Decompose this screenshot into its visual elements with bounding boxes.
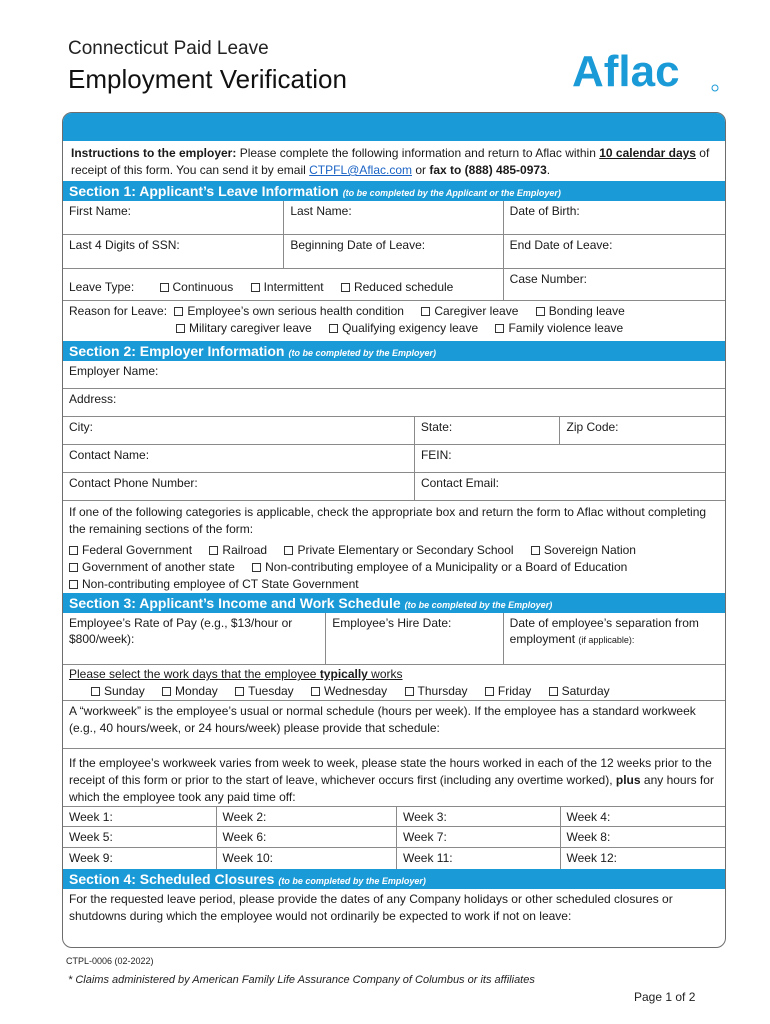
- day-thursday[interactable]: Thursday: [405, 684, 468, 698]
- verification-form: [62, 112, 726, 948]
- week-5-field[interactable]: Week 5:: [63, 827, 217, 847]
- section1-header: Section 1: Applicant’s Leave Information (to be completed by the Applicant or the Employer): [63, 181, 725, 201]
- cat-sovereign[interactable]: Sovereign Nation: [531, 543, 636, 557]
- day-friday[interactable]: Friday: [485, 684, 531, 698]
- state-field[interactable]: State:: [415, 417, 561, 444]
- day-monday[interactable]: Monday: [162, 684, 218, 698]
- case-number-field[interactable]: Case Number:: [509, 272, 588, 286]
- reason-military[interactable]: Military caregiver leave: [176, 321, 312, 335]
- leave-reduced-option[interactable]: Reduced schedule: [341, 280, 453, 294]
- week-1-field[interactable]: Week 1:: [63, 807, 217, 826]
- varying-workweek-text: If the employee’s workweek varies from week to week, please state the hours worked in each of the 12 weeks prior to the receipt of this form or prior to the start of leave, whichever occurs first (including any overtime worked), plus any hours for which the employee took any paid time off:: [69, 756, 714, 804]
- end-date-field[interactable]: End Date of Leave:: [509, 238, 613, 252]
- cat-federal[interactable]: Federal Government: [69, 543, 192, 557]
- dob-field[interactable]: Date of Birth:: [509, 204, 580, 218]
- week-8-field[interactable]: Week 8:: [566, 830, 611, 844]
- reason-caregiver[interactable]: Caregiver leave: [421, 304, 518, 318]
- workweek-field[interactable]: A “workweek” is the employee’s usual or normal schedule (hours per week). If the employee has a standard workweek (e.g., 40 hours/week, or 24 hours/week) please provide that schedule:: [69, 704, 696, 735]
- last-name-field[interactable]: Last Name:: [284, 201, 503, 234]
- contact-name-field[interactable]: Contact Name:: [63, 445, 415, 472]
- cat-other-state[interactable]: Government of another state: [69, 560, 235, 574]
- city-field[interactable]: City:: [63, 417, 415, 444]
- ssn-field[interactable]: Last 4 Digits of SSN:: [63, 235, 284, 268]
- reason-exigency[interactable]: Qualifying exigency leave: [329, 321, 478, 335]
- week-12-field[interactable]: Week 12:: [566, 851, 617, 865]
- leave-type-row: Leave Type: Continuous Intermittent Reduced schedule: [63, 269, 504, 300]
- week-2-field[interactable]: Week 2:: [217, 807, 397, 826]
- checkbox[interactable]: [341, 283, 350, 292]
- begin-date-field[interactable]: Beginning Date of Leave:: [284, 235, 503, 268]
- logo-text: Aflac: [572, 47, 680, 96]
- section2-header: Section 2: Employer Information (to be completed by the Employer): [63, 341, 725, 361]
- hire-date-field[interactable]: Employee’s Hire Date:: [326, 613, 503, 664]
- contact-email-field[interactable]: Contact Email:: [420, 476, 499, 490]
- cat-private-school[interactable]: Private Elementary or Secondary School: [284, 543, 513, 557]
- first-name-field[interactable]: First Name:: [63, 201, 284, 234]
- week-3-field[interactable]: Week 3:: [397, 807, 561, 826]
- separation-date-field[interactable]: Date of employee’s separation from employment (if applicable):: [509, 616, 699, 646]
- address-field[interactable]: Address:: [69, 392, 117, 406]
- reason-bonding[interactable]: Bonding leave: [536, 304, 625, 318]
- rate-of-pay-field[interactable]: Employee’s Rate of Pay (e.g., $13/hour or $800/week):: [63, 613, 326, 664]
- checkbox[interactable]: [160, 283, 169, 292]
- employer-categories: If one of the following categories is applicable, check the appropriate box and return the form to Aflac without completing the remaining sections of the form: Federal Government Railroad Private Elementary or Secondary School Sovereign Nation Government of another state Non-contributing employee of a Municipality or a Board of Education Non-contributing employee of CT State Government: [69, 505, 707, 591]
- day-tuesday[interactable]: Tuesday: [235, 684, 294, 698]
- employer-name-field[interactable]: Employer Name:: [69, 364, 159, 378]
- cat-ct-state[interactable]: Non-contributing employee of CT State Government: [69, 577, 359, 591]
- checkbox[interactable]: [251, 283, 260, 292]
- form-subtitle: Connecticut Paid Leave: [68, 38, 269, 59]
- day-saturday[interactable]: Saturday: [549, 684, 610, 698]
- form-code: CTPL-0006 (02-2022): [66, 956, 154, 966]
- instructions: Instructions to the employer: Please complete the following information and return to Aflac within 10 calendar days of receipt of this form. You can send it by email CTPFL@Aflac.com or fax to (888) 485-0973.: [71, 146, 710, 177]
- week-6-field[interactable]: Week 6:: [217, 827, 397, 847]
- week-10-field[interactable]: Week 10:: [217, 848, 397, 869]
- zip-field[interactable]: Zip Code:: [566, 420, 619, 434]
- leave-intermittent-option[interactable]: Intermittent: [251, 280, 324, 294]
- form-top-bar: [63, 113, 725, 141]
- claims-footnote: * Claims administered by American Family Life Assurance Company of Columbus or its affiliates: [68, 974, 535, 986]
- day-sunday[interactable]: Sunday: [91, 684, 145, 698]
- work-days-row: Please select the work days that the employee typically works Sunday Monday Tuesday Wednesday Thursday Friday Saturday: [63, 665, 725, 701]
- week-9-field[interactable]: Week 9:: [63, 848, 217, 869]
- day-wednesday[interactable]: Wednesday: [311, 684, 387, 698]
- section3-header: Section 3: Applicant’s Income and Work Schedule (to be completed by the Employer): [63, 593, 725, 613]
- reason-family-violence[interactable]: Family violence leave: [495, 321, 623, 335]
- fein-field[interactable]: FEIN:: [420, 448, 452, 462]
- reason-for-leave: Reason for Leave: Employee’s own serious health condition Caregiver leave Bonding leave Military caregiver leave Qualifying exigency leave Family violence leave: [69, 304, 625, 335]
- cat-railroad[interactable]: Railroad: [209, 543, 267, 557]
- reason-own-health[interactable]: Employee’s own serious health condition: [174, 304, 404, 318]
- cat-municipality[interactable]: Non-contributing employee of a Municipality or a Board of Education: [252, 560, 627, 574]
- section4-header: Section 4: Scheduled Closures (to be completed by the Employer): [63, 869, 725, 889]
- closures-field[interactable]: For the requested leave period, please provide the dates of any Company holidays or other scheduled closures or shutdowns during which the employee would not ordinarily be expected to work if not on leave:: [69, 892, 673, 923]
- leave-continuous-option[interactable]: Continuous: [160, 280, 234, 294]
- contact-phone-field[interactable]: Contact Phone Number:: [63, 473, 415, 500]
- email-link[interactable]: CTPFL@Aflac.com: [309, 163, 412, 177]
- page-number: Page 1 of 2: [634, 990, 696, 1004]
- week-11-field[interactable]: Week 11:: [397, 848, 561, 869]
- aflac-logo: [568, 42, 720, 98]
- week-4-field[interactable]: Week 4:: [566, 810, 611, 824]
- week-7-field[interactable]: Week 7:: [397, 827, 561, 847]
- form-title: Employment Verification: [68, 64, 347, 94]
